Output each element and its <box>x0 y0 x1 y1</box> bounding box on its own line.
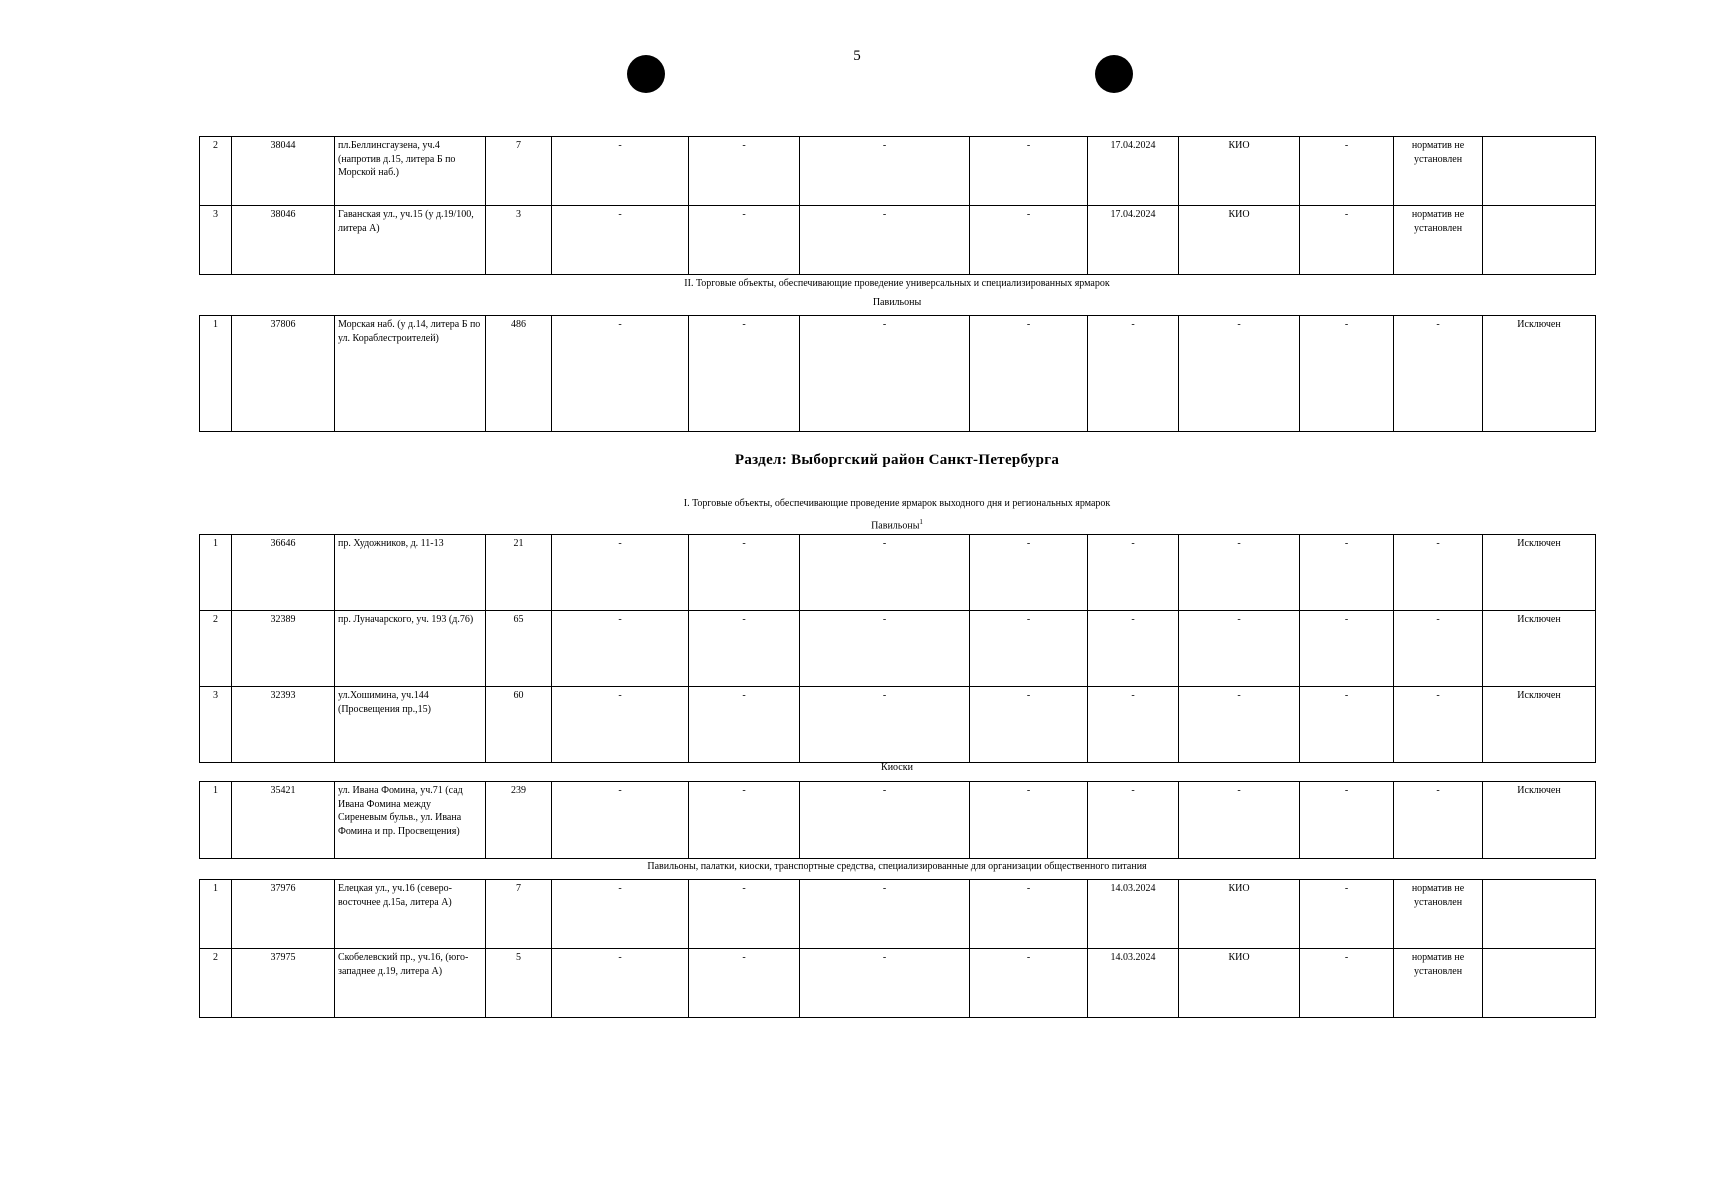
table-cell: - <box>970 949 1088 1018</box>
table-cell: - <box>1394 316 1483 432</box>
table-cell: 36646 <box>232 535 335 611</box>
table-cell: - <box>970 137 1088 206</box>
table-cell: Исключен <box>1483 316 1596 432</box>
table-cell: - <box>1179 687 1300 763</box>
table-cell: - <box>800 316 970 432</box>
table-cell <box>1483 949 1596 1018</box>
table-cell: 1 <box>200 880 232 949</box>
table-cell: - <box>970 316 1088 432</box>
table-cell: КИО <box>1179 206 1300 275</box>
table-cell: 37806 <box>232 316 335 432</box>
table-cell: ул.Хошимина, уч.144 (Просвещения пр.,15) <box>335 687 486 763</box>
table-cell: Скобелевский пр., уч.16, (юго-западнее д.19, литера А) <box>335 949 486 1018</box>
table-row <box>200 137 1596 206</box>
table-cell: - <box>1179 782 1300 859</box>
footnote-marker: 1 <box>919 518 923 526</box>
table-vyborgsky-pavilions <box>199 534 1596 763</box>
table-row <box>200 949 1596 1018</box>
table-vyborgsky-catering <box>199 879 1596 1018</box>
table-row <box>200 880 1596 949</box>
punch-hole-right <box>1095 55 1133 93</box>
table-cell: 7 <box>486 880 552 949</box>
table-cell: - <box>1179 535 1300 611</box>
table-cell: 3 <box>200 687 232 763</box>
table-cell: 2 <box>200 611 232 687</box>
table-cell: - <box>1394 535 1483 611</box>
table-cell: - <box>970 206 1088 275</box>
table-cell: 3 <box>200 206 232 275</box>
table-cell: Морская наб. (у д.14, литера Б по ул. Кораблестроителей) <box>335 316 486 432</box>
table-cell: - <box>1088 611 1179 687</box>
table-cell: 21 <box>486 535 552 611</box>
punch-hole-left <box>627 55 665 93</box>
table-cell: - <box>689 316 800 432</box>
caption-catering: Павильоны, палатки, киоски, транспортные средства, специализированные для организации общественного питания <box>647 861 1147 872</box>
table-cell: 14.03.2024 <box>1088 880 1179 949</box>
table-cell: - <box>552 206 689 275</box>
table-cell: - <box>689 880 800 949</box>
table-cell: - <box>800 880 970 949</box>
table-cell: - <box>1179 611 1300 687</box>
table-cell: - <box>800 206 970 275</box>
table-cell: - <box>1088 535 1179 611</box>
table-cell: - <box>800 611 970 687</box>
table-cell: - <box>689 137 800 206</box>
table-row <box>200 782 1596 859</box>
table-cell: Гаванская ул., уч.15 (у д.19/100, литера А) <box>335 206 486 275</box>
section-title: Раздел: Выборгский район Санкт-Петербурга <box>734 452 1060 468</box>
table-cell: КИО <box>1179 137 1300 206</box>
table-cell: норматив не установлен <box>1394 137 1483 206</box>
table-cell: 17.04.2024 <box>1088 206 1179 275</box>
table-row <box>200 316 1596 432</box>
table-cell: - <box>800 949 970 1018</box>
table-cell: - <box>552 535 689 611</box>
table-cell: 38046 <box>232 206 335 275</box>
table-cell: - <box>689 535 800 611</box>
caption-fairs-weekend: I. Торговые объекты, обеспечивающие проведение ярмарок выходного дня и региональных ярмарок <box>683 498 1111 509</box>
table-cell: - <box>552 687 689 763</box>
table-cell: норматив не установлен <box>1394 949 1483 1018</box>
table-cell: - <box>552 880 689 949</box>
table-row <box>200 611 1596 687</box>
table-cell: Исключен <box>1483 535 1596 611</box>
page-number: 5 <box>853 48 861 64</box>
table-cell: - <box>552 611 689 687</box>
caption-pavilions-2 <box>199 518 1595 531</box>
table-cell: 239 <box>486 782 552 859</box>
table-cell <box>1483 206 1596 275</box>
table-vasileostrovsky-fair-pavilions <box>199 315 1596 432</box>
table-cell: - <box>1394 782 1483 859</box>
table-row <box>200 535 1596 611</box>
table-cell: 60 <box>486 687 552 763</box>
table-cell: - <box>1088 782 1179 859</box>
table-vasileostrovsky-catering <box>199 136 1596 275</box>
table-cell: 37975 <box>232 949 335 1018</box>
table-cell: - <box>800 687 970 763</box>
table-cell: 32393 <box>232 687 335 763</box>
table-cell: - <box>970 687 1088 763</box>
table-cell <box>1483 880 1596 949</box>
caption-kiosks: Киоски <box>881 762 913 773</box>
table-cell: - <box>1300 949 1394 1018</box>
table-cell: 5 <box>486 949 552 1018</box>
table-cell: 38044 <box>232 137 335 206</box>
table-cell: - <box>970 880 1088 949</box>
table-cell: - <box>970 611 1088 687</box>
table-cell: Исключен <box>1483 782 1596 859</box>
table-cell: КИО <box>1179 880 1300 949</box>
table-cell: - <box>552 137 689 206</box>
table-cell: 1 <box>200 316 232 432</box>
table-row <box>200 206 1596 275</box>
table-cell: 17.04.2024 <box>1088 137 1179 206</box>
table-cell: - <box>689 206 800 275</box>
table-cell: норматив не установлен <box>1394 880 1483 949</box>
table-cell: - <box>970 782 1088 859</box>
table-cell: 37976 <box>232 880 335 949</box>
table-cell: - <box>970 535 1088 611</box>
table-cell: - <box>552 782 689 859</box>
table-cell: - <box>1300 782 1394 859</box>
table-cell: КИО <box>1179 949 1300 1018</box>
table-cell: - <box>1088 687 1179 763</box>
table-cell: - <box>800 535 970 611</box>
table-cell: Исключен <box>1483 687 1596 763</box>
table-cell: пр. Художников, д. 11-13 <box>335 535 486 611</box>
table-cell: - <box>1300 687 1394 763</box>
table-cell: Исключен <box>1483 611 1596 687</box>
table-cell: 2 <box>200 949 232 1018</box>
table-cell: - <box>689 782 800 859</box>
caption-pavilions-2-text: Павильоны <box>871 520 920 532</box>
table-cell: 486 <box>486 316 552 432</box>
table-cell: - <box>689 949 800 1018</box>
table-cell: 35421 <box>232 782 335 859</box>
table-row <box>200 687 1596 763</box>
table-cell: - <box>689 687 800 763</box>
table-cell: 1 <box>200 782 232 859</box>
table-cell: - <box>800 137 970 206</box>
table-cell: - <box>552 316 689 432</box>
table-cell: - <box>1300 880 1394 949</box>
table-cell: - <box>1300 535 1394 611</box>
table-cell: - <box>1394 687 1483 763</box>
caption-fairs-universal: II. Торговые объекты, обеспечивающие проведение универсальных и специализированных ярмарок <box>684 278 1110 289</box>
table-cell: - <box>1300 316 1394 432</box>
table-cell: 1 <box>200 535 232 611</box>
table-vyborgsky-kiosks <box>199 781 1596 859</box>
table-cell: - <box>689 611 800 687</box>
table-cell: - <box>800 782 970 859</box>
table-cell: норматив не установлен <box>1394 206 1483 275</box>
table-cell: - <box>1179 316 1300 432</box>
table-cell: - <box>1300 137 1394 206</box>
table-cell: 2 <box>200 137 232 206</box>
caption-pavilions: Павильоны <box>872 297 922 308</box>
table-cell: - <box>1088 316 1179 432</box>
table-cell: - <box>1300 611 1394 687</box>
table-cell: 14.03.2024 <box>1088 949 1179 1018</box>
table-cell: 3 <box>486 206 552 275</box>
table-cell: - <box>1394 611 1483 687</box>
table-cell: пр. Луначарского, уч. 193 (д.76) <box>335 611 486 687</box>
table-cell: 7 <box>486 137 552 206</box>
table-cell: 65 <box>486 611 552 687</box>
table-cell: пл.Беллинсгаузена, уч.4 (напротив д.15, литера Б по Морской наб.) <box>335 137 486 206</box>
table-cell: - <box>552 949 689 1018</box>
table-cell: - <box>1300 206 1394 275</box>
table-cell <box>1483 137 1596 206</box>
table-cell: 32389 <box>232 611 335 687</box>
table-cell: Елецкая ул., уч.16 (северо-восточнее д.15а, литера А) <box>335 880 486 949</box>
table-cell: ул. Ивана Фомина, уч.71 (сад Ивана Фомина между Сиреневым бульв., ул. Ивана Фомина и пр. Просвещения) <box>335 782 486 859</box>
